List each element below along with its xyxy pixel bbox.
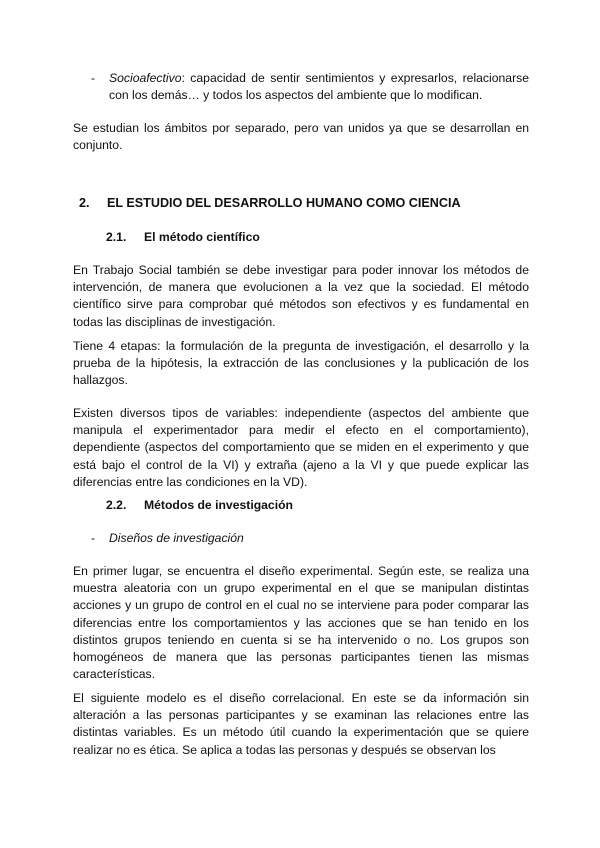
bullet-socioafectivo	[109, 70, 529, 104]
paragraph-etapas: Tiene 4 etapas: la formulación de la pregunta de investigación, el desarrollo y la prueba de la hipótesis, la extracción de las conclusiones y la publicación de los hallazgos.	[73, 339, 529, 388]
paragraph-variables: Existen diversos tipos de variables: independiente (aspectos del ambiente que manipula el experimentador para medir el efecto en el comportamiento), dependiente (aspectos del comportamiento que se miden en el experimento y que está bajo el control de la VI) y extraña (ajeno a la VI y que puede explicar las diferencias entre las condiciones en la VD).	[73, 406, 529, 489]
bullet-marker: -	[91, 71, 96, 85]
subsection-title: El método científico	[144, 230, 260, 244]
paragraph-trabajo-social: En Trabajo Social también se debe investigar para poder innovar los métodos de intervención, de manera que evolucionen a la vez que la sociedad. El método científico sirve para comprobar qué métodos son efectivos y es fundamental en todas las disciplinas de investigación.	[73, 263, 529, 329]
bullet-term: Socioafectivo	[109, 71, 182, 85]
bullet-marker: -	[91, 531, 96, 545]
subsection-title: Métodos de investigación	[144, 498, 293, 512]
section-title: EL ESTUDIO DEL DESARROLLO HUMANO COMO CIENCIA	[107, 196, 461, 210]
paragraph-diseno-experimental: En primer lugar, se encuentra el diseño experimental. Según este, se realiza una muestra aleatoria con un grupo experimental en el que se manipulan distintas acciones y un grupo de control en el cual no se interviene para poder comparar las diferencias entre los comportamientos y las acciones que se han tenido en los distintos grupos teniendo en cuenta si se ha intervenido o no. Los grupos son homogéneos de manera que las personas participantes tienen las mismas características.	[73, 564, 529, 682]
section-number: 2.	[79, 196, 90, 210]
bullet-text: : capacidad de sentir sentimientos y expresarlos, relacionarse con los demás… y todos los aspectos del ambiente que lo modifican.	[109, 71, 529, 103]
paragraph-diseno-correlacional: El siguiente modelo es el diseño correlacional. En este se da información sin alteración a las personas participantes y se examinan las relaciones entre las distintas variables. Es un método útil cuando la experimentación que se quiere realizar no es ética. Se aplica a todas las personas y después se observan los	[73, 691, 529, 757]
paragraph-ambitos: Se estudian los ámbitos por separado, pero van unidos ya que se desarrollan en conjunto.	[73, 121, 529, 153]
subsection-number: 2.2.	[106, 498, 127, 512]
bullet-disenos: Diseños de investigación	[109, 531, 244, 545]
subsection-number: 2.1.	[106, 230, 127, 244]
